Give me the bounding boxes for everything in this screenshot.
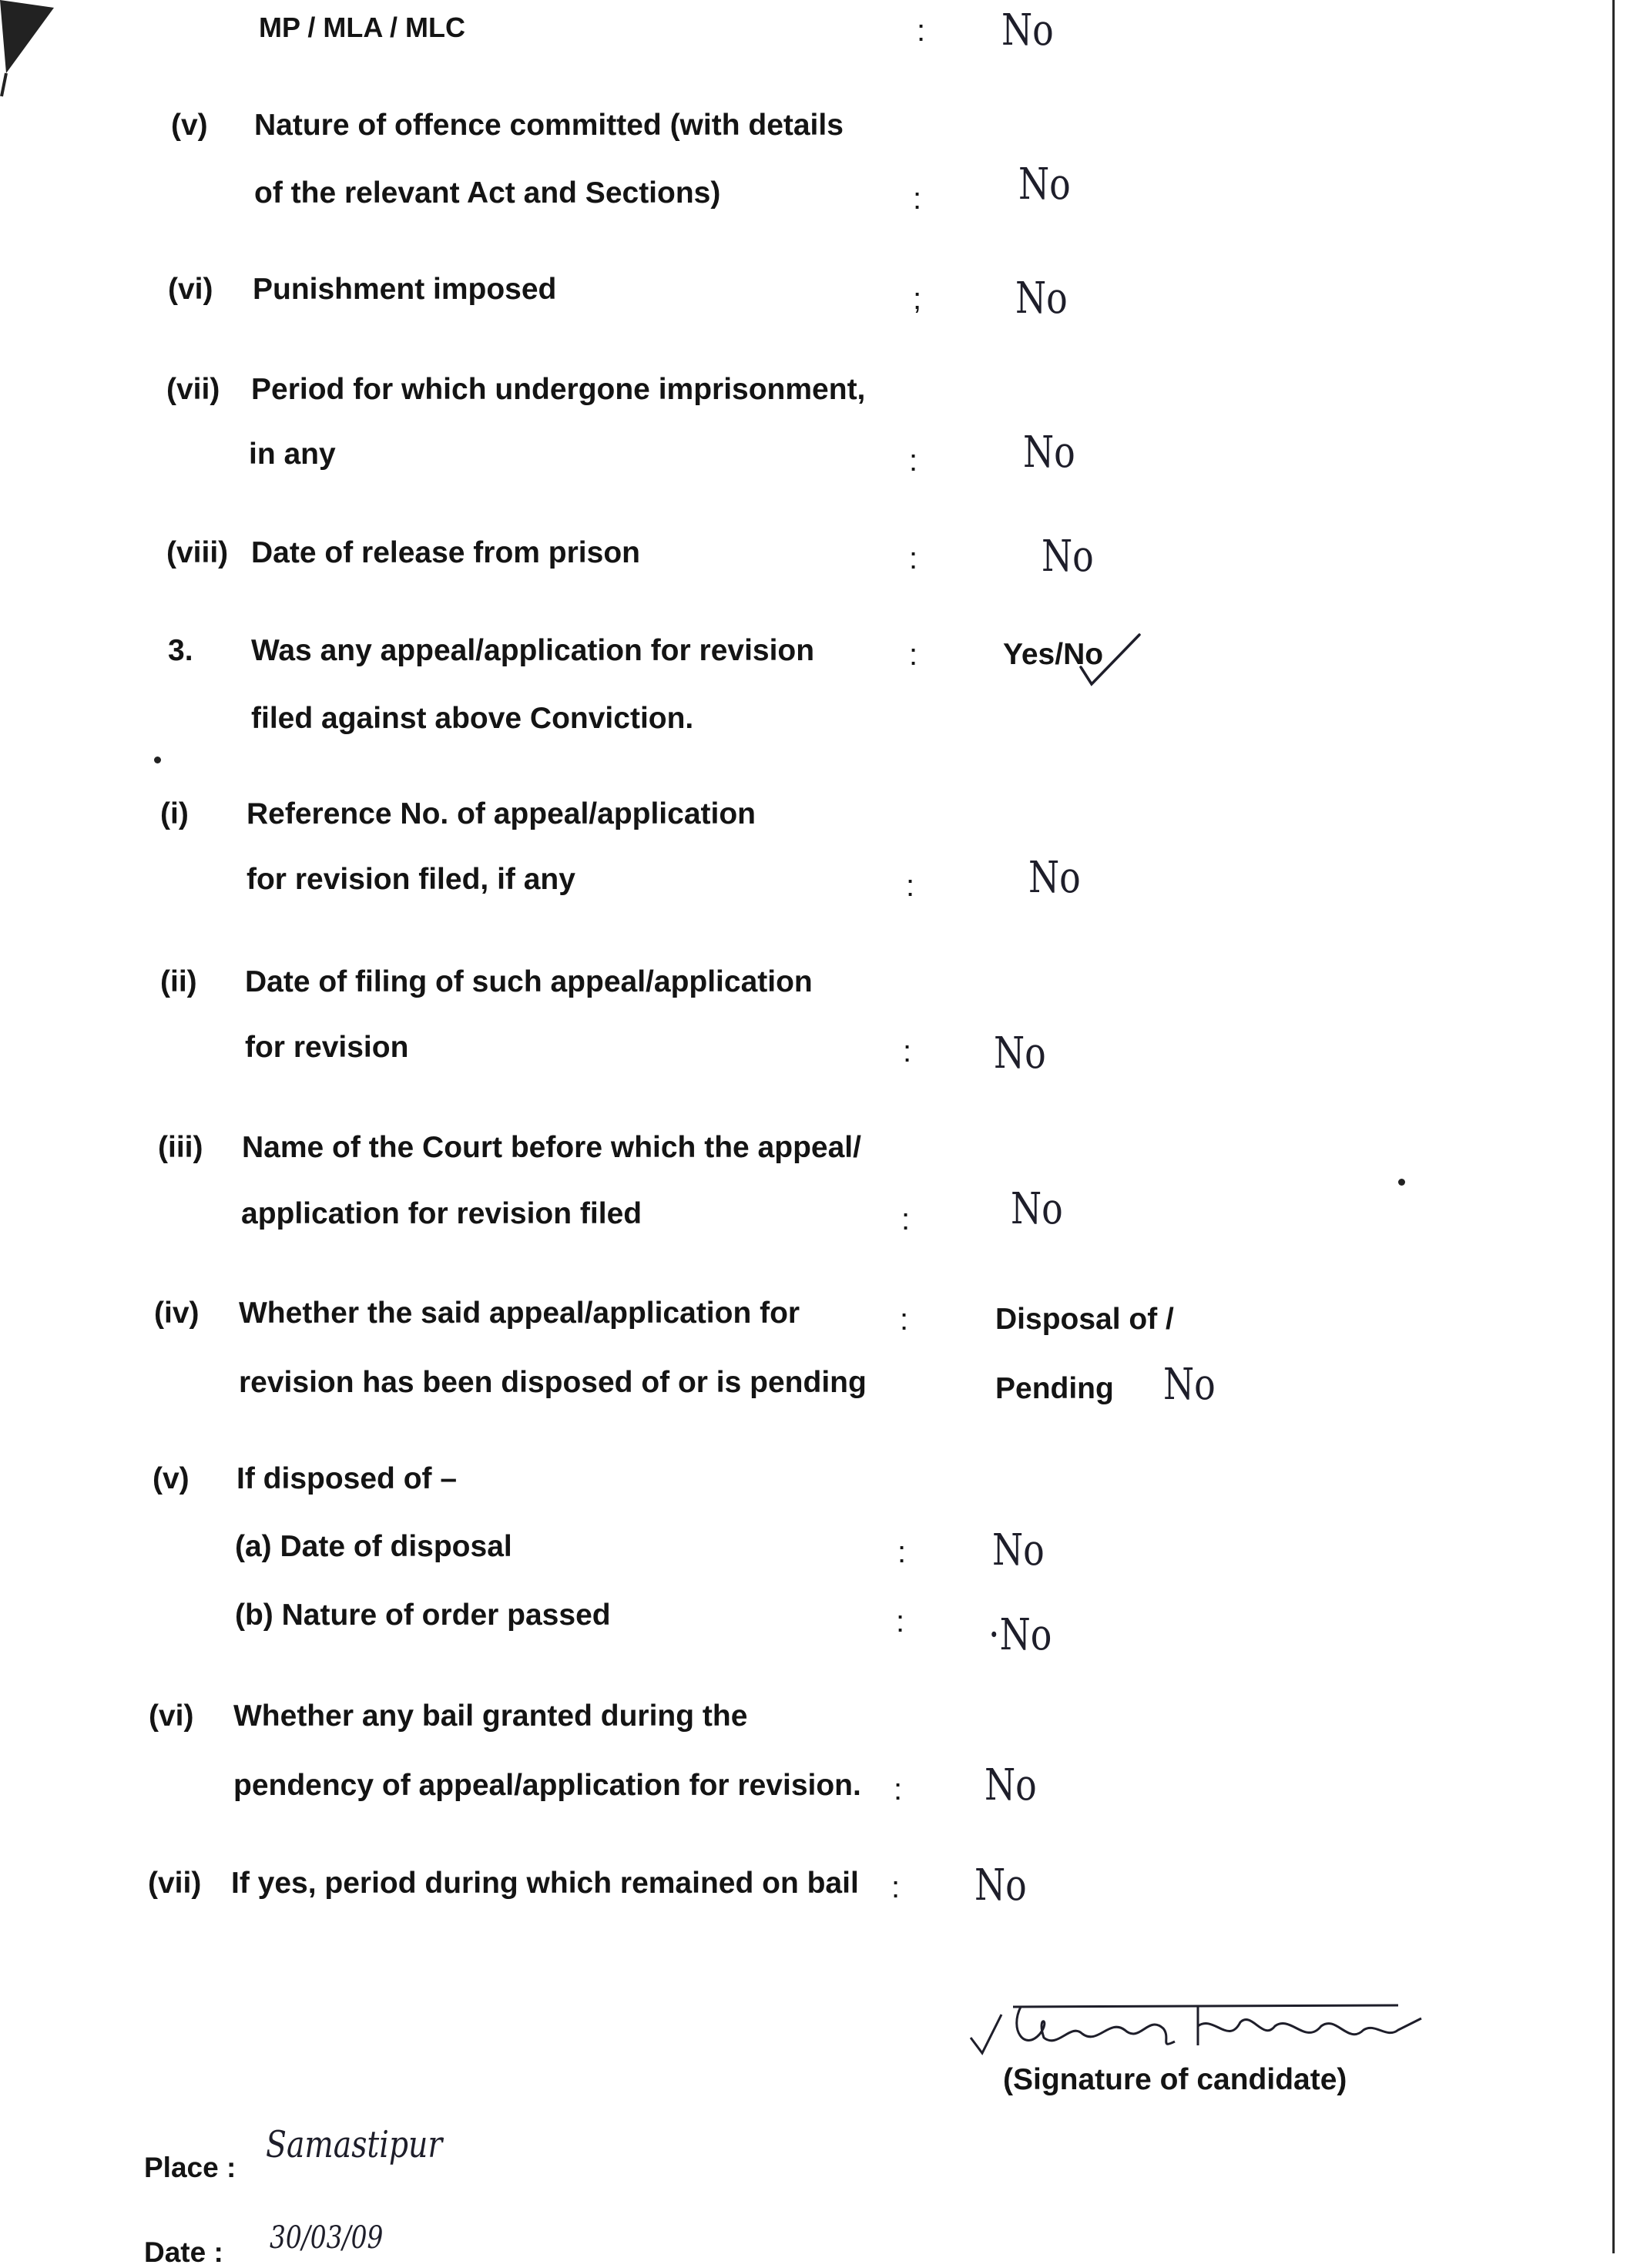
row-answer: No [1028,853,1081,903]
row-answer: No [1042,532,1094,582]
colon: : [917,14,926,48]
header-row-answer: No [1001,5,1054,55]
colon: : [909,542,918,575]
row-label: Date of filing of such appeal/application [245,965,813,998]
colon: : [891,1870,901,1904]
sub-row-answer: ·No [988,1610,1052,1660]
row-label: Name of the Court before which the appeal/ [242,1131,861,1164]
yes-no-option: Yes/No [1003,638,1104,671]
sub-row-label: (a) Date of disposal [235,1530,512,1563]
colon: : [909,444,918,478]
row-number: (vi) [168,273,213,306]
row-label: Period for which undergone imprisonment, [251,373,866,406]
row-label-cont: for revision [245,1031,409,1064]
row-label: Punishment imposed [253,273,557,306]
check-mark-icon [1075,630,1144,692]
row-answer: No [974,1860,1027,1911]
row-label: If disposed of – [236,1462,458,1495]
header-row-label: MP / MLA / MLC [259,12,465,43]
colon: : [906,869,915,903]
row-label-cont: for revision filed, if any [247,863,575,896]
colon: : [894,1773,903,1807]
row-label-cont: filed against above Conviction. [251,702,694,735]
row-label-cont: in any [249,438,336,471]
sub-row-label: (b) Nature of order passed [235,1599,611,1632]
row-number: (i) [160,797,189,830]
row-label-cont: revision has been disposed of or is pending [239,1366,867,1399]
place-value: Samastipur [266,2123,443,2166]
row-label: Was any appeal/application for revision [251,634,815,667]
pending-option: Pending [995,1372,1114,1405]
row-label: Date of release from prison [251,536,640,569]
row-answer: No [1018,159,1071,210]
date-value: 30/03/09 [270,2220,384,2256]
row-answer: No [994,1028,1046,1079]
colon: : [897,1535,907,1569]
colon: : [903,1035,912,1069]
colon: : [909,638,918,672]
sub-row-answer: No [992,1525,1045,1575]
row-number: (vi) [149,1699,194,1733]
row-number: (v) [171,109,208,142]
colon: : [900,1303,909,1337]
row-number: (vii) [166,373,220,406]
row-number: (v) [153,1462,190,1495]
bullet-dot [154,757,161,763]
row-number: (vii) [148,1867,202,1900]
row-number: (iv) [154,1297,200,1330]
date-label: Date : [144,2236,223,2268]
scan-corner-mark [0,0,62,100]
place-label: Place : [144,2152,236,2183]
scan-edge-line [1612,0,1615,2253]
colon: : [896,1605,905,1639]
row-label: If yes, period during which remained on bail [231,1867,859,1900]
row-answer: No [1023,428,1075,478]
disposal-option: Disposal of / [995,1303,1174,1336]
row-label: Reference No. of appeal/application [247,797,756,830]
row-label-cont: of the relevant Act and Sections) [254,176,721,210]
row-number: (iii) [158,1131,203,1164]
signature-caption: (Signature of candidate) [1003,2063,1347,2096]
colon: : [913,182,922,216]
row-answer: No [1163,1360,1216,1410]
row-label-cont: application for revision filed [241,1197,642,1230]
row-label: Whether the said appeal/application for [239,1297,800,1330]
speck-dot [1398,1179,1405,1186]
candidate-signature [967,1991,1433,2061]
row-answer: No [1015,273,1068,324]
colon: ; [913,282,922,316]
row-number: (viii) [166,536,229,569]
row-label-cont: pendency of appeal/application for revision. [233,1769,861,1802]
colon: : [901,1203,911,1236]
row-number: 3. [168,634,193,667]
row-answer: No [1011,1184,1063,1234]
row-answer: No [985,1760,1037,1810]
row-label: Nature of offence committed (with details [254,109,844,142]
row-label: Whether any bail granted during the [233,1699,748,1733]
row-number: (ii) [160,965,197,998]
